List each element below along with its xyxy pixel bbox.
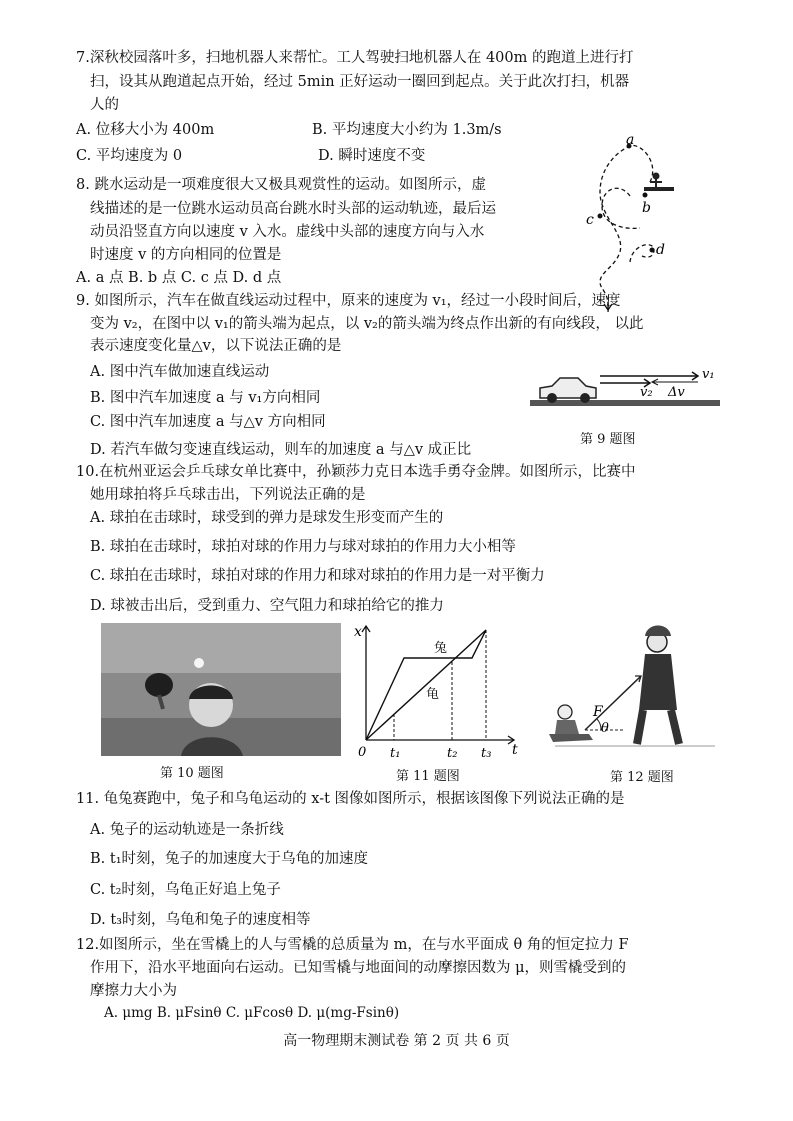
q7-line3: 人的 — [90, 97, 119, 113]
q12-sled-figure — [545, 620, 725, 760]
q9-caption: 第 9 题图 — [580, 432, 636, 447]
q11-label-x: x — [354, 624, 362, 640]
q10-line2: 她用球拍将乒乓球击出，下列说法正确的是 — [90, 487, 366, 503]
q12-line1: 12.如图所示，坐在雪橇上的人与雪橇的总质量为 m，在与水平面成 θ 角的恒定拉力 F — [76, 937, 629, 953]
q8-point-b — [643, 193, 648, 198]
q7-option-b: B. 平均速度大小约为 1.3m/s — [312, 122, 502, 138]
q8-platform — [644, 187, 674, 191]
q8-point-d — [650, 248, 655, 253]
q7-option-c: C. 平均速度为 0 — [76, 148, 183, 164]
q8-line4: 时速度 v 的方向相同的位置是 — [90, 247, 282, 263]
q12-label-F: F — [593, 704, 603, 720]
q9-label-dv: Δv — [668, 385, 685, 400]
q10-option-b: B. 球拍在击球时，球拍对球的作用力与球对球拍的作用力大小相等 — [90, 539, 516, 555]
q10-caption: 第 10 题图 — [160, 766, 224, 781]
q12-options: A. μmg B. μFsinθ C. μFcosθ D. μ(mg-Fsinθ) — [104, 1005, 400, 1021]
q9-option-d: D. 若汽车做匀变速直线运动，则车的加速度 a 与△v 成正比 — [90, 442, 472, 458]
q12-line3: 摩擦力大小为 — [90, 983, 177, 999]
q8-diver-head — [653, 173, 660, 180]
q10-ball — [194, 658, 204, 668]
q11-line1: 11. 龟兔赛跑中，兔子和乌龟运动的 x-t 图像如图所示，根据该图像下列说法正确的是 — [76, 791, 625, 807]
q11-label-t1: t₁ — [390, 746, 401, 760]
q11-turtle-line — [366, 630, 486, 740]
q12-sled — [549, 734, 593, 742]
q10-option-c: C. 球拍在击球时，球拍对球的作用力和球对球拍的作用力是一对平衡力 — [90, 568, 545, 584]
q8-options: A. a 点 B. b 点 C. c 点 D. d 点 — [76, 270, 282, 286]
q10-option-a: A. 球拍在击球时，球受到的弹力是球发生形变而产生的 — [90, 510, 444, 526]
page-footer: 高一物理期末测试卷 第 2 页 共 6 页 — [283, 1033, 510, 1049]
q7-option-a: A. 位移大小为 400m — [76, 122, 215, 138]
q7-line1: 7.深秋校园落叶多，扫地机器人来帮忙。工人驾驶扫地机器人在 400m 的跑道上进行打 — [76, 50, 634, 66]
q8-diving-figure — [570, 132, 690, 312]
q9-line3: 表示速度变化量△v，以下说法正确的是 — [90, 338, 342, 354]
q11-label-t2: t₂ — [447, 746, 458, 760]
q10-option-d: D. 球被击出后，受到重力、空气阻力和球拍给它的推力 — [90, 598, 444, 614]
q8-line3: 动员沿竖直方向以速度 v 入水。虚线中头部的速度方向与入水 — [90, 224, 485, 240]
q7-line2: 扫，设其从跑道起点开始，经过 5min 正好运动一圈回到起点。关于此次打扫，机器 — [90, 74, 630, 90]
q11-option-b: B. t₁时刻，兔子的加速度大于乌龟的加速度 — [90, 851, 369, 867]
q11-label-turtle: 龟 — [426, 687, 440, 702]
q11-label-t3: t₃ — [481, 746, 492, 760]
q8-line2: 线描述的是一位跳水运动员高台跳水时头部的运动轨迹，最后运 — [90, 201, 496, 217]
q8-point-c — [598, 214, 603, 219]
q12-rope — [585, 676, 641, 730]
q9-option-c: C. 图中汽车加速度 a 与△v 方向相同 — [90, 414, 326, 430]
q8-label-a: a — [626, 132, 635, 148]
q9-option-a: A. 图中汽车做加速直线运动 — [90, 364, 270, 380]
q11-label-origin: 0 — [358, 745, 367, 760]
q12-man-body — [639, 654, 677, 710]
q8-trajectory — [600, 145, 653, 312]
q10-table-tennis-photo — [101, 623, 341, 756]
q11-label-t: t — [512, 742, 518, 758]
q8-line1: 8. 跳水运动是一项难度很大又极具观赏性的运动。如图所示，虚 — [76, 177, 486, 193]
q11-option-d: D. t₃时刻，乌龟和兔子的速度相等 — [90, 912, 311, 928]
q11-xt-graph — [346, 620, 526, 760]
q12-line2: 作用下，沿水平地面向右运动。已知雪橇与地面间的动摩擦因数为 μ，则雪橇受到的 — [90, 960, 627, 976]
q11-label-rabbit: 兔 — [434, 641, 448, 656]
q11-option-a: A. 兔子的运动轨迹是一条折线 — [90, 822, 284, 838]
q9-label-v1: v₁ — [702, 367, 715, 382]
q7-option-d: D. 瞬时速度不变 — [318, 148, 426, 164]
q11-caption: 第 11 题图 — [396, 769, 460, 784]
q8-label-b: b — [642, 200, 651, 216]
q10-line1: 10.在杭州亚运会乒乓球女单比赛中，孙颖莎力克日本选手勇夺金牌。如图所示，比赛中 — [76, 464, 636, 480]
q12-child-head — [558, 705, 572, 719]
q9-label-v2: v₂ — [640, 385, 653, 400]
q9-line1: 9. 如图所示，汽车在做直线运动过程中，原来的速度为 v₁，经过一小段时间后，速度 — [76, 293, 621, 309]
q9-car-figure — [530, 360, 720, 410]
q9-line2: 变为 v₂，在图中以 v₁的箭头端为起点，以 v₂的箭头端为终点作出新的有向线段， 以此 — [90, 316, 644, 332]
q11-option-c: C. t₂时刻，乌龟正好追上兔子 — [90, 882, 281, 898]
q10-paddle — [145, 673, 173, 697]
q9-option-b: B. 图中汽车加速度 a 与 v₁方向相同 — [90, 390, 321, 406]
q12-label-theta: θ — [601, 721, 609, 736]
q8-label-d: d — [656, 242, 665, 258]
q8-label-c: c — [586, 212, 594, 228]
q12-caption: 第 12 题图 — [610, 770, 674, 785]
